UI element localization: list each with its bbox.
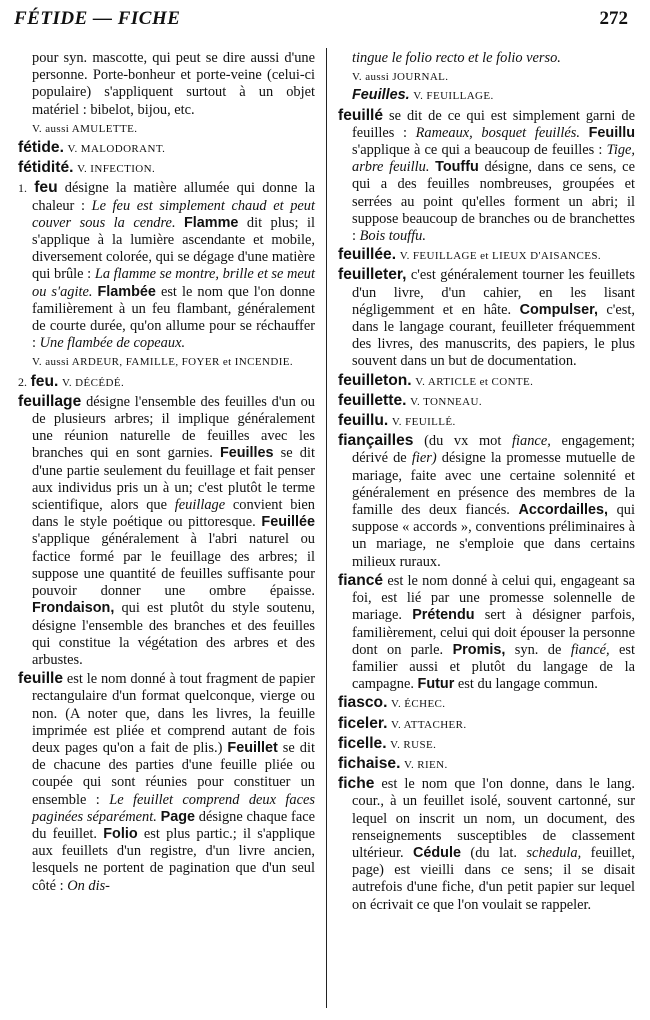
running-head: FÉTIDE — FICHE — [14, 8, 181, 29]
entry-ficelle: ficelle. V. RUSE. — [338, 734, 437, 752]
entry-feuillage: feuillage désigne l'ensemble des feuilles d'un ou de plusieurs arbres; il implique généralement une réunion naturelle de feuilles avec les branches qui en sont garnies. Feuilles se dit d'une partie seulement du feuillage et fait penser aux individus pris un à un; c'est plutôt le terme scientifique, alors que feuillage convient bien dans le style poétique ou pittoresque. Feuillée s'applique généralement à l'abri naturel ou factice formé par le feuillage des arbres; il suppose une quantité de feuilles suffisante pour pouvoir donner une ombre épaisse. Frondaison, qui est plutôt du style soutenu, désigne l'ensemble des branches et des feuilles qui constitue la végétation des arbres et des arbustes. — [18, 392, 315, 668]
entry-fiance: fiancé est le nom donné à celui qui, engageant sa foi, est lié par une promesse solennelle de mariage. Prétendu sert à désigner parfois, familièrement, celui qui doit épouser la personne dont on parle. Promis, syn. de fiancé, est familier aussi et plutôt du langage de la campagne. Futur est du langage commun. — [338, 571, 636, 693]
entry-fetidite: fétidité. V. INFECTION. — [18, 159, 156, 177]
column-divider — [326, 48, 327, 1008]
entry-fetide: fétide. V. MALODORANT. — [18, 139, 166, 157]
entry-fiancailles: fiançailles (du vx mot fiance, engagement; dérivé de fier) désigne la promesse mutuelle de mariage, faite avec une certaine solennité et généralement en présence des membres de la famille des deux fiancés. Accordailles, qui suppose « accords », conventions préliminaires à un mariage, ne s'emploie que dans certains milieux ruraux. — [338, 432, 636, 570]
see-also: Feuilles. V. FEUILLAGE. — [352, 87, 494, 104]
entry-ficeler: ficeler. V. ATTACHER. — [338, 714, 467, 732]
see-also: V. aussi ARDEUR, FAMILLE, FOYER et INCENDIE. — [32, 356, 294, 369]
entry-feuillu: feuillu. V. FEUILLÉ. — [338, 412, 456, 430]
entry-feu-2: 2. feu. V. DÉCÉDÉ. — [18, 372, 125, 390]
entry-feuilleter: feuilleter, c'est généralement tourner les feuillets d'un livre, d'un cahier, en les lisant négligemment et en hâte. Compulser, c'est, dans le langage courant, feuilleter fréquemment des livres, des manuscrits, des papiers, le plus souvent dans un but de documentation. — [338, 266, 635, 370]
entry-feuillee: feuillée. V. FEUILLAGE et LIEUX D'AISANCES. — [338, 246, 602, 264]
entry-continuation: tingue le folio recto et le folio verso. — [352, 50, 561, 66]
page-number: 272 — [599, 8, 628, 29]
page-header — [14, 8, 628, 34]
entry-continuation: pour syn. mascotte, qui peut se dire aussi d'une personne. Porte-bonheur et porte-veine (celui-ci populaire) s'appliquent surtout à un objet matériel : bibelot, bijou, etc. — [32, 50, 315, 118]
entry-feuille-adj: feuillé se dit de ce qui est simplement garni de feuilles : Rameaux, bosquet feuillés. Feuillu s'applique à ce qui a beaucoup de feuilles : Tige, arbre feuillu. Touffu désigne, dans ce sens, ce qui a des feuilles nombreuses, groupées et serrées au point qu'elles forment un abri; il suppose beaucoup de branches ou de branchettes : Bois touffu. — [338, 106, 635, 245]
left-column — [18, 50, 315, 896]
right-column — [338, 50, 635, 915]
see-also: V. aussi AMULETTE. — [32, 122, 138, 135]
see-also: V. aussi JOURNAL. — [352, 71, 449, 84]
entry-feuilleton: feuilleton. V. ARTICLE et CONTE. — [338, 371, 534, 389]
entry-feuille: feuille est le nom donné à tout fragment de papier rectangulaire d'un format quelconque, vierge ou non. (A noter que, dans les livres, la feuille imprimée est pliée et comprend autant de fois deux pages qu'on a fait de plis.) Feuillet se dit de chacune des parties d'une feuille pliée ou coupée qui sont réunies pour constituer un ensemble : Le feuillet comprend deux faces paginées séparément. Page désigne chaque face du feuillet. Folio est plus partic.; il s'applique aux feuillets d'un registre, d'un livre ancien, lesquels ne portent de pagination que d'un seul côté : On dis- — [18, 670, 315, 894]
entry-fichaise: fichaise. V. RIEN. — [338, 754, 448, 772]
entry-fiche: fiche est le nom que l'on donne, dans le lang. cour., à un feuillet isolé, souvent cartonné, sur lequel on inscrit un nom, un document, des renseignements susceptibles de classement ultérieur. Cédule (du lat. schedula, feuillet, page) est vieilli dans ce sens; il se disait autrefois d'une fiche, d'un petit papier sur lequel on écrivait ce que l'on voulait se rappeler. — [338, 775, 636, 913]
entry-feu-1: 1. feu désigne la matière allumée qui donne la chaleur : Le feu est simplement chaud et peut couver sous la cendre. Flamme dit plus; il s'applique à la lumière ascendante et mobile, diversement colorée, qui se dégage d'une matière qui brûle : La flamme se montre, brille et se meut ou s'agite. Flambée est le nom que l'on donne familièrement à un feu flambant, généralement de courte durée, qu'on allume pour se réchauffer : Une flambée de copeaux. — [18, 179, 316, 352]
entry-fiasco: fiasco. V. ÉCHEC. — [338, 694, 446, 712]
entry-feuillette: feuillette. V. TONNEAU. — [338, 391, 482, 409]
